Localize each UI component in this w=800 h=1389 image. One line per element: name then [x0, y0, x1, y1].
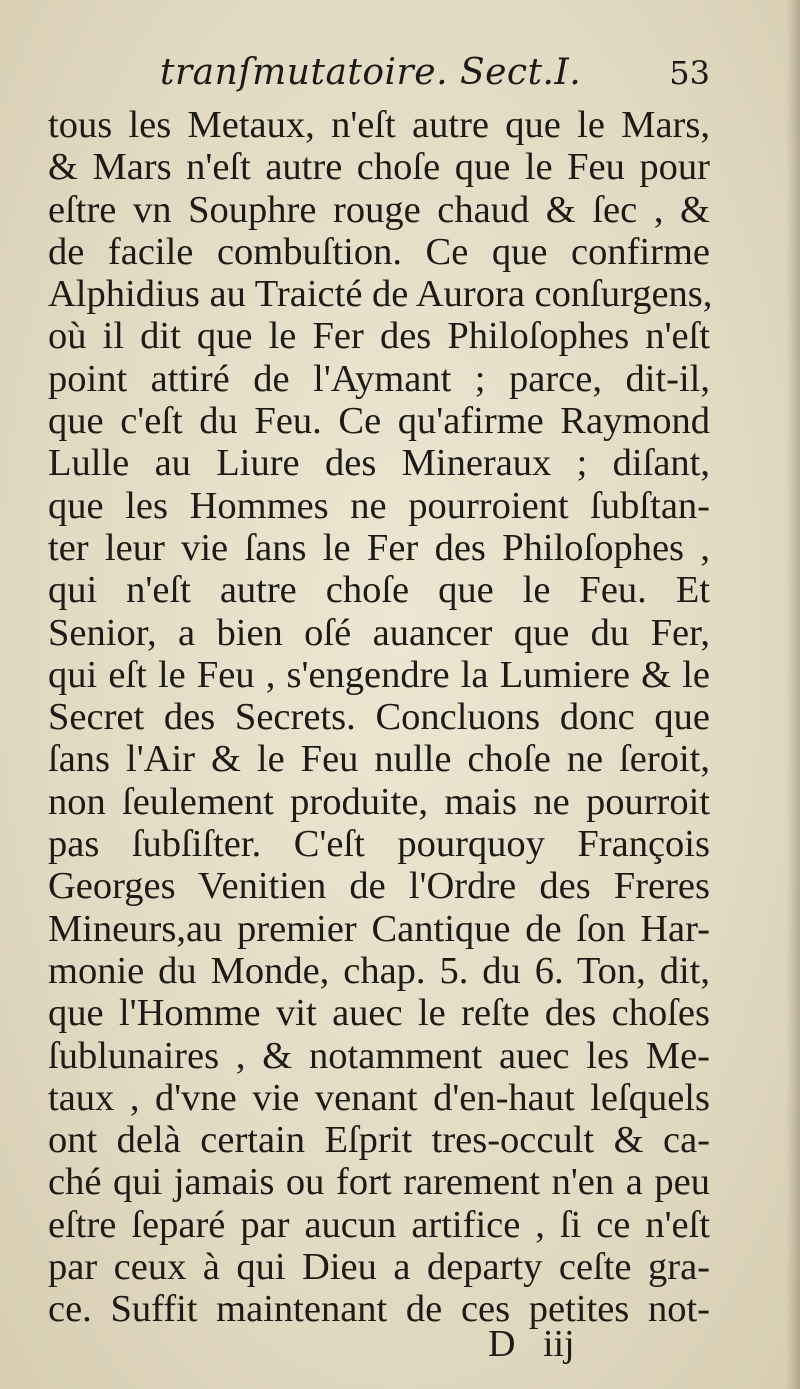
- page-number: 53: [669, 54, 710, 92]
- text-line: ter leur vie ſans le Fer des Philoſophes ,: [48, 526, 710, 569]
- text-line: que les Hommes ne pourroient ſubſtan-: [48, 484, 710, 527]
- running-head-title: tranſmutatoire. Sect.I.: [160, 52, 582, 93]
- text-line: Alphidius au Traicté de Aurora conſurgens,: [48, 273, 713, 316]
- text-line: qui eſt le Feu , s'engendre la Lumiere & le: [48, 653, 710, 696]
- text-line: tous les Metaux, n'eſt autre que le Mars,: [48, 104, 710, 146]
- text-line: Lulle au Liure des Mineraux ; diſant,: [48, 442, 710, 485]
- text-line: par ceux à qui Dieu a departy ceſte gra-: [48, 1246, 710, 1289]
- text-line: Senior, a bien oſé auancer que du Fer,: [48, 611, 710, 654]
- body-text: [48, 104, 713, 1331]
- text-line: où il dit que le Fer des Philoſophes n'eſt: [48, 315, 710, 358]
- text-line: que l'Homme vit auec le reſte des choſes: [48, 992, 710, 1035]
- text-line: point attiré de l'Aymant ; parce, dit-il,: [48, 357, 710, 400]
- text-line: taux , d'vne vie venant d'en-haut leſquels: [48, 1076, 710, 1119]
- text-line: ſublunaires , & notamment auec les Me-: [48, 1034, 710, 1077]
- text-line: qui n'eſt autre choſe que le Feu. Et: [48, 569, 710, 612]
- text-line: & Mars n'eſt autre choſe que le Feu pour: [48, 146, 710, 189]
- text-line: Secret des Secrets. Concluons donc que: [48, 696, 710, 739]
- text-line: non ſeulement produite, mais ne pourroit: [48, 780, 710, 823]
- text-line: eſtre ſeparé par aucun artifice , ſi ce n'eſt: [48, 1203, 710, 1246]
- page-edge-shadow: [786, 0, 800, 1389]
- text-line: ont delà certain Eſprit tres-occult & ca-: [48, 1119, 710, 1162]
- text-line: ché qui jamais ou fort rarement n'en a peu: [48, 1161, 710, 1204]
- text-line: monie du Monde, chap. 5. du 6. Ton, dit,: [48, 949, 710, 992]
- text-line: pas ſubſiſter. C'eſt pourquoy François: [48, 823, 710, 866]
- running-head: [60, 52, 710, 102]
- text-line: Georges Venitien de l'Ordre des Freres: [48, 865, 710, 908]
- text-line: eſtre vn Souphre rouge chaud & ſec , &: [48, 188, 710, 231]
- signature-mark: D iij: [488, 1323, 575, 1365]
- text-line: que c'eſt du Feu. Ce qu'afirme Raymond: [48, 400, 710, 443]
- text-line: Mineurs,au premier Cantique de ſon Har-: [48, 907, 710, 950]
- text-line: de facile combuſtion. Ce que confirme: [48, 230, 710, 273]
- text-line: ſans l'Air & le Feu nulle choſe ne ſeroit,: [48, 738, 710, 781]
- text-line: ce. Suffit maintenant de ces petites not-: [48, 1288, 710, 1331]
